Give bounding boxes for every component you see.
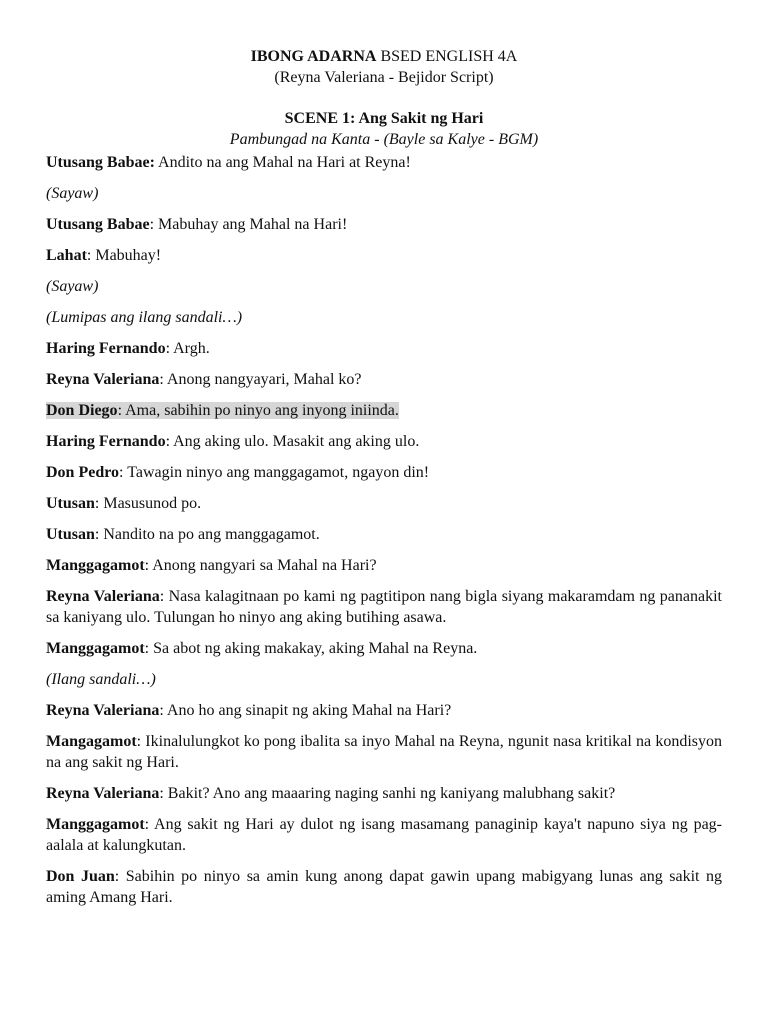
dialogue-text: : Ikinalulungkot ko pong ibalita sa inyo Mahal na Reyna, ngunit nasa kritikal na kondisyon na ang sakit ng Hari. [46,733,722,771]
speaker-name: Don Juan [46,868,115,885]
speaker-name: Manggagamot [46,557,145,574]
dialogue-line [46,400,722,421]
dialogue-text: : Ang aking ulo. Masakit ang aking ulo. [165,433,420,450]
dialogue-text: : Masusunod po. [94,495,202,512]
speaker-name: Utusan [46,526,95,543]
dialogue-text: : Ang sakit ng Hari ay dulot ng isang masamang panaginip kaya't napuno siya ng pag-aalala at kalungkutan. [46,816,722,854]
dialogue-text: : Mabuhay! [86,247,162,264]
speaker-name: Reyna Valeriana [46,785,160,802]
dialogue-line [46,866,722,908]
dialogue-text: : Anong nangyari sa Mahal na Hari? [144,557,377,574]
speaker-name: Manggagamot [46,816,145,833]
stage-direction-text: (Lumipas ang ilang sandali…) [46,309,243,326]
speaker-name: Utusang Babae: [46,154,155,171]
dialogue-line [46,369,722,390]
speaker-name: Don Pedro [46,464,120,481]
dialogue-list [46,152,722,908]
dialogue-text: : Nandito na po ang manggagamot. [94,526,320,543]
dialogue-text: : Tawagin ninyo ang manggagamot, ngayon din! [119,464,430,481]
title-bold: IBONG ADARNA [250,48,377,65]
stage-direction [46,669,722,690]
dialogue-line [46,586,722,628]
speaker-name: Utusan [46,495,95,512]
stage-direction-text: (Sayaw) [46,278,99,295]
document-subtitle: (Reyna Valeriana - Bejidor Script) [274,69,494,86]
speaker-name: Utusang Babae [46,216,150,233]
dialogue-line [46,731,722,773]
speaker-name: Haring Fernando [46,433,166,450]
dialogue-line [46,700,722,721]
dialogue-line [46,245,722,266]
document-title [46,46,722,67]
stage-direction-text: (Sayaw) [46,185,99,202]
dialogue-line [46,555,722,576]
dialogue-line [46,524,722,545]
scene-song: Pambungad na Kanta - (Bayle sa Kalye - BGM) [229,131,539,148]
speaker-name: Lahat [46,247,87,264]
dialogue-line [46,431,722,452]
dialogue-line [46,783,722,804]
scene-heading: SCENE 1: Ang Sakit ng Hari [284,110,484,127]
dialogue-text: : Nasa kalagitnaan po kami ng pagtitipon nang bigla siyang makaramdam ng pananakit sa kaniyang ulo. Tulungan ho ninyo ang aking butihing asawa. [46,588,722,626]
speaker-name: Don Diego [46,402,118,419]
stage-direction [46,307,722,328]
dialogue-line [46,814,722,856]
dialogue-line [46,214,722,235]
dialogue-text: : Ano ho ang sinapit ng aking Mahal na Hari? [159,702,452,719]
dialogue-line [46,638,722,659]
dialogue-text: : Ama, sabihin po ninyo ang inyong iniinda. [117,402,399,419]
dialogue-text: : Argh. [165,340,210,357]
dialogue-text: : Sabihin po ninyo sa amin kung anong dapat gawin upang mabigyang lunas ang sakit ng aming Amang Hari. [46,868,722,906]
speaker-name: Reyna Valeriana [46,371,160,388]
stage-direction [46,276,722,297]
speaker-name: Reyna Valeriana [46,588,160,605]
speaker-name: Reyna Valeriana [46,702,160,719]
dialogue-line [46,338,722,359]
dialogue-text: : Bakit? Ano ang maaaring naging sanhi ng kaniyang malubhang sakit? [159,785,616,802]
dialogue-text: Andito na ang Mahal na Hari at Reyna! [154,154,411,171]
dialogue-line [46,493,722,514]
dialogue-text: : Mabuhay ang Mahal na Hari! [149,216,348,233]
speaker-name: Manggagamot [46,640,145,657]
stage-direction-text: (Ilang sandali…) [46,671,156,688]
dialogue-line [46,152,722,173]
speaker-name: Haring Fernando [46,340,166,357]
speaker-name: Mangagamot [46,733,137,750]
dialogue-text: : Sa abot ng aking makakay, aking Mahal na Reyna. [144,640,478,657]
title-rest: BSED ENGLISH 4A [376,48,518,65]
dialogue-text: : Anong nangyayari, Mahal ko? [159,371,362,388]
dialogue-line [46,462,722,483]
highlighted-text [46,402,399,419]
stage-direction [46,183,722,204]
